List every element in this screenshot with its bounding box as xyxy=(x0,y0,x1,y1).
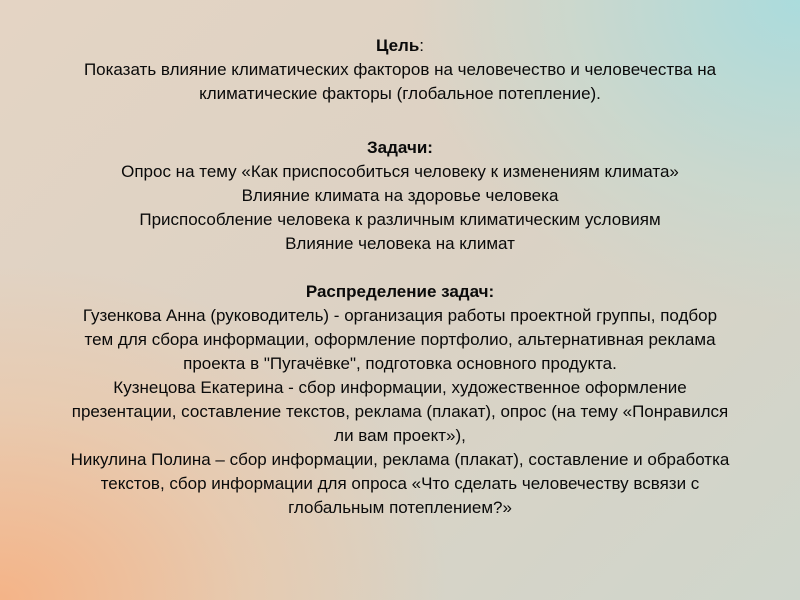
distribution-line-5: презентации, составление текстов, реклама (плакат), опрос (на тему «Понравился xyxy=(71,402,729,421)
goal-heading-colon: : xyxy=(419,36,425,55)
distribution-line-6: ли вам проект»), xyxy=(334,426,466,445)
goal-line-1: Показать влияние климатических факторов на человечество и человечества на xyxy=(83,60,717,79)
goal-heading-text: Цель xyxy=(375,36,420,55)
tasks-heading: Задачи: xyxy=(367,138,433,157)
tasks-line-3: Приспособление человека к различным климатическим условиям xyxy=(139,210,661,229)
tasks-line-1: Опрос на тему «Как приспособиться человеку к изменениям климата» xyxy=(121,162,679,181)
distribution-line-8: текстов, сбор информации для опроса «Что сделать человечеству всвязи с xyxy=(100,474,700,493)
distribution-line-7: Никулина Полина – сбор информации, реклама (плакат), составление и обработка xyxy=(70,450,730,469)
tasks-line-2: Влияние климата на здоровье человека xyxy=(241,186,559,205)
distribution-heading: Распределение задач: xyxy=(305,282,495,301)
goal-line-2: климатические факторы (глобальное потепление). xyxy=(199,84,601,103)
distribution-line-3: проекта в "Пугачёвке", подготовка основного продукта. xyxy=(183,354,617,373)
goal-heading xyxy=(0,35,800,57)
distribution-line-4: Кузнецова Екатерина - сбор информации, художественное оформление xyxy=(113,378,687,397)
distribution-line-9: глобальным потеплением?» xyxy=(288,498,512,517)
tasks-line-4: Влияние человека на климат xyxy=(285,234,515,253)
distribution-line-1: Гузенкова Анна (руководитель) - организация работы проектной группы, подбор xyxy=(82,306,718,325)
distribution-line-2: тем для сбора информации, оформление портфолио, альтернативная реклама xyxy=(84,330,716,349)
